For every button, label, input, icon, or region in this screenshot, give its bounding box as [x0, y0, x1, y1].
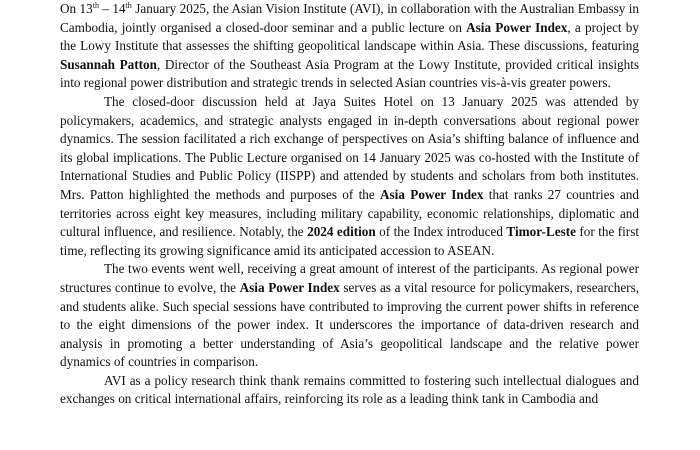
text-span: AVI as a policy research think thank remains committed to fostering such intellectual dialogues and exchanges on critical international affairs, reinforcing its role as a leading think tank in Cambodia and: [60, 372, 639, 407]
paragraph-intro: [60, 0, 639, 93]
superscript: th: [125, 1, 132, 10]
bold-term-timor-leste: Timor-Leste: [506, 224, 576, 240]
text-span: The two events went well, receiving a great amount of interest of the participants. As regional power structures continue to evolve, the: [60, 261, 639, 295]
text-span: for the first time, reflecting its growing significance amid its anticipated accession to ASEAN.: [60, 224, 639, 258]
bold-term-asia-power-index: Asia Power Index: [380, 186, 484, 202]
paragraph-commitment: [60, 372, 639, 409]
bold-name-susannah-patton: Susannah Patton: [60, 56, 157, 72]
bold-term-2024-edition: 2024 edition: [307, 224, 376, 240]
text-span: January 2025, the Asian Vision Institute (AVI), in collaboration with the Australian Embassy in Cambodia, jointly organised a closed-door seminar and a public lecture on: [60, 1, 640, 35]
text-span: The closed-door discussion held at Jaya Suites Hotel on 13 January 2025 was attended by policymakers, academics, and strategic analysts engaged in in-depth conversations about regional power dynamics. The session facilitated a rich exchange of perspectives on Asia’s shifting balance of influence and its global implications. The Public Lecture organised on 14 January 2025 was co-hosted with the Institute of International Studies and Public Policy (IISPP) and attended by students and scholars from both institutes. Mrs. Patton highlighted the methods and purposes of the: [60, 93, 639, 202]
text-span: of the Index introduced: [375, 224, 507, 240]
text-span: , Director of the Southeast Asia Program at the Lowy Institute, provided critical insights into regional power distribution and strategic trends in selected Asian countries vis-à-vis greater powers.: [60, 56, 639, 91]
text-span: , a project by the Lowy Institute that assesses the shifting geopolitical landscape within Asia. These discussions, featuring: [60, 19, 639, 54]
paragraph-events: [60, 93, 639, 260]
superscript: th: [92, 1, 99, 10]
document-page: [60, 0, 639, 409]
text-span: that ranks 27 countries and territories across eight key measures, including military capability, economic relationships, diplomatic and cultural influence, and resilience. Notably, the: [60, 186, 639, 240]
text-span: – 14: [98, 1, 126, 16]
text-span: On 13: [60, 1, 93, 16]
text-span: serves as a vital resource for policymakers, researchers, and students alike. Such special sessions have contributed to improving the current power shifts in reference to the eight dimensions of the power index. It underscores the importance of data-driven research and analysis in promoting a better understanding of Asia’s geopolitical landscape and the relative power dynamics of countries in comparison.: [60, 279, 639, 370]
bold-term-asia-power-index: Asia Power Index: [466, 19, 568, 35]
bold-term-asia-power-index: Asia Power Index: [239, 279, 340, 295]
paragraph-outcomes: [60, 260, 639, 372]
